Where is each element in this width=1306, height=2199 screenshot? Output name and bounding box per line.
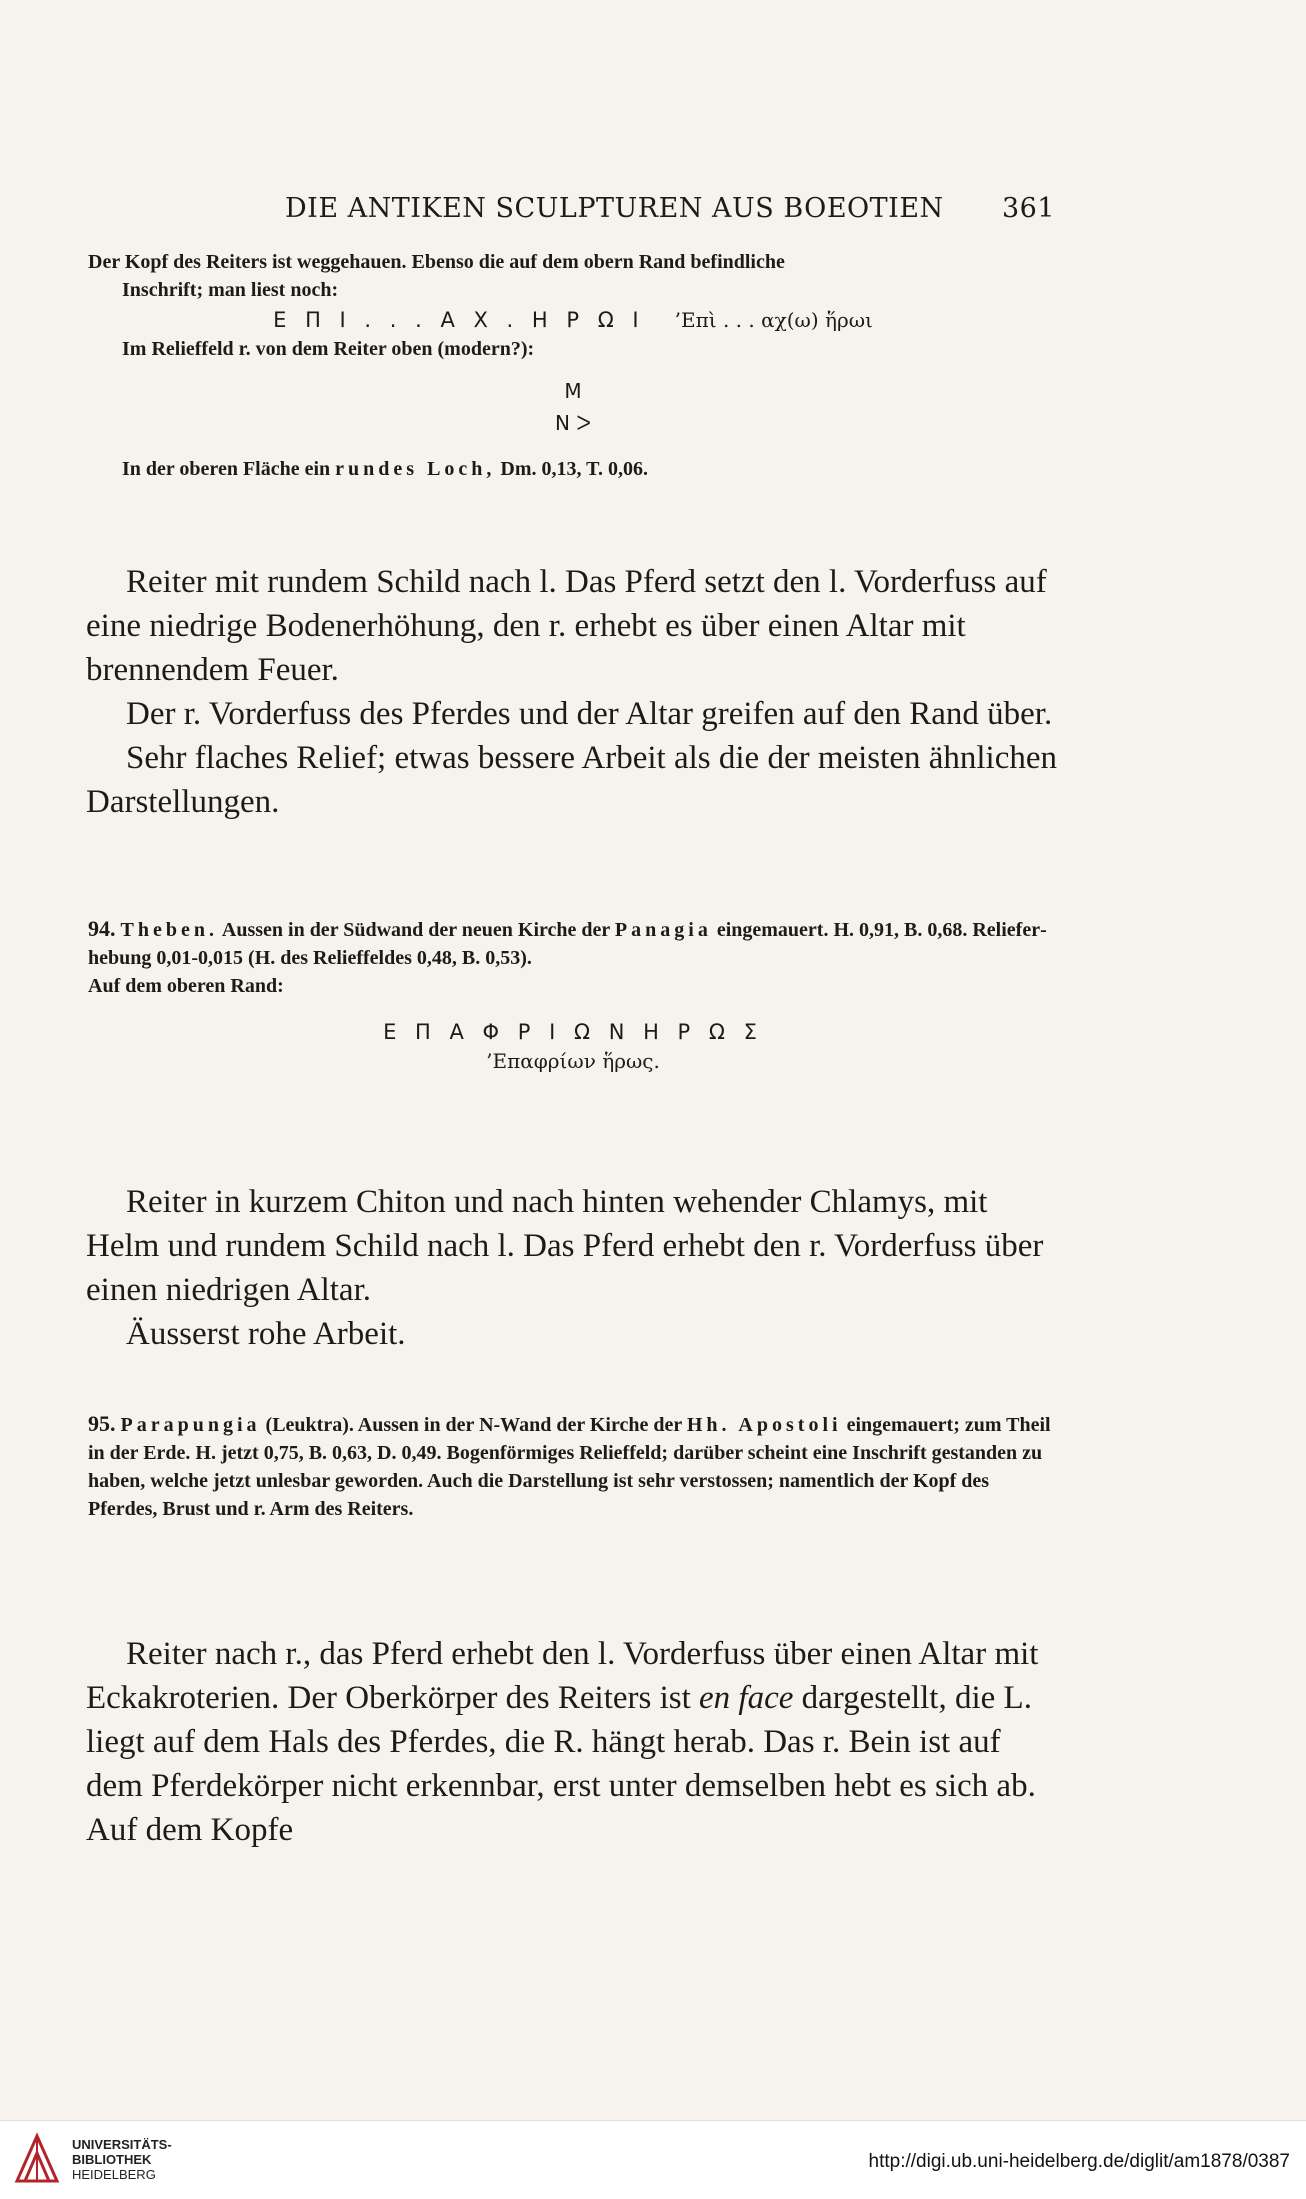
inscription-1: [88, 306, 1058, 335]
source-url-link[interactable]: http://digi.ub.uni-heidelberg.de/diglit/am1878/0387: [868, 2151, 1290, 2172]
entry-94-inscription-greek: ’Επαφρίων ἥρως.: [486, 1049, 660, 1073]
entry-94-number: 94.: [88, 916, 116, 941]
description-3-rest: dargestellt, die L. liegt auf dem Hals des Pferdes, die R. hängt herab. Das r. Bein ist auf dem Pferdekörper nicht erkennbar, erst unter demselben hebt es sich ab. Auf dem Kopfe: [86, 1680, 1036, 1848]
description-1-p2: Der r. Vorderfuss des Pferdes und der Altar greifen auf den Rand über.: [126, 696, 1053, 732]
intro-line-4: [88, 455, 1058, 483]
entry-95-text1: (Leuktra). Aussen in der N-Wand der Kirche der: [265, 1414, 682, 1436]
description-3-text: Reiter nach r., das Pferd erhebt den l. Vorderfuss über einen Altar mit Eckakroterien. Der Oberkörper des Reiters ist: [86, 1636, 1039, 1716]
description-1-p3: Sehr flaches Relief; etwas bessere Arbeit als die der meisten ähnlichen Darstellungen.: [86, 740, 1057, 820]
entry-95-place: Parapungia: [120, 1414, 261, 1436]
entry-94-place: Theben.: [120, 919, 218, 941]
library-name-line-2: BIBLIOTHEK: [72, 2152, 152, 2167]
library-name-line-3: HEIDELBERG: [72, 2167, 156, 2182]
page-number: 361: [1001, 193, 1055, 224]
description-3: [86, 1632, 1058, 1852]
entry-94-rand: Auf dem oberen Rand:: [88, 975, 284, 997]
intro-line-4-post: Dm. 0,13, T. 0,06.: [500, 458, 649, 480]
entry-94: [88, 915, 1058, 1075]
description-1: [86, 560, 1058, 824]
entry-94-text2: eingemauert. H. 0,91, B. 0,68. Relieferhebung 0,01-0,015 (H. des Relieffeldes 0,48, B. 0,53).: [88, 919, 1047, 969]
entry-95: [88, 1410, 1058, 1523]
entry-95-text2: eingemauert; zum Theil in der Erde. H. jetzt 0,75, B. 0,63, D. 0,49. Bogenförmiges Relieffeld; darüber scheint eine Inschrift gestanden zu haben, welche jetzt unlesbar geworden. Auch die Darstellung ist sehr verstossen; namentlich der Kopf des Pferdes, Brust und r. Arm des Reiters.: [88, 1414, 1051, 1520]
entry-94-text: [88, 915, 1058, 972]
library-footer: [0, 2120, 1306, 2199]
entry-95-church: Hh. Apostoli: [686, 1414, 842, 1436]
library-name: [72, 2137, 172, 2182]
inscription-1-greek: ’Επὶ . . . αχ(ω) ἥρωι: [674, 308, 873, 332]
intro-line-2: Inschrift; man liest noch:: [122, 279, 339, 301]
description-2-p1: Reiter in kurzem Chiton und nach hinten wehender Chlamys, mit Helm und rundem Schild nach l. Das Pferd erhebt den r. Vorderfuss über einen niedrigen Altar.: [86, 1184, 1044, 1308]
description-1-p1: Reiter mit rundem Schild nach l. Das Pferd setzt den l. Vorderfuss auf eine niedrige Bodenerhöhung, den r. erhebt es über einen Altar mit brennendem Feuer.: [86, 564, 1047, 688]
relief-mark-1: M: [564, 379, 582, 403]
library-name-line-1: UNIVERSITÄTS-: [72, 2137, 172, 2152]
intro-block: [88, 248, 1058, 483]
relief-mark-2: N ᐳ: [555, 411, 591, 435]
description-2: [86, 1180, 1058, 1356]
entry-94-church: Panagia: [614, 919, 712, 941]
intro-line-4-pre: In der oberen Fläche ein: [122, 458, 331, 480]
intro-line-3: Im Relieffeld r. von dem Reiter oben (modern?):: [122, 338, 535, 360]
intro-line-1: Der Kopf des Reiters ist weggehauen. Ebenso die auf dem obern Rand befindliche: [88, 251, 785, 273]
inscription-1-caps: Ε Π Ι . . . Α Χ . Η Ρ Ω Ι: [273, 308, 645, 332]
library-logo-icon: [12, 2131, 62, 2187]
entry-95-number: 95.: [88, 1411, 116, 1436]
running-title: DIE ANTIKEN SCULPTUREN AUS BOEOTIEN: [285, 193, 944, 224]
inscription-94-caps: Ε Π Α Φ Ρ Ι Ω Ν Η Ρ Ω Σ: [383, 1020, 763, 1044]
description-3-italic: en face: [699, 1680, 794, 1716]
description-2-p2: Äusserst rohe Arbeit.: [126, 1316, 406, 1352]
entry-94-inscription-caps: [88, 1018, 1058, 1047]
intro-line-4-spaced: rundes Loch,: [335, 458, 496, 480]
entry-94-text1: Aussen in der Südwand der neuen Kirche der: [221, 919, 610, 941]
description-3-p1: [86, 1632, 1058, 1852]
